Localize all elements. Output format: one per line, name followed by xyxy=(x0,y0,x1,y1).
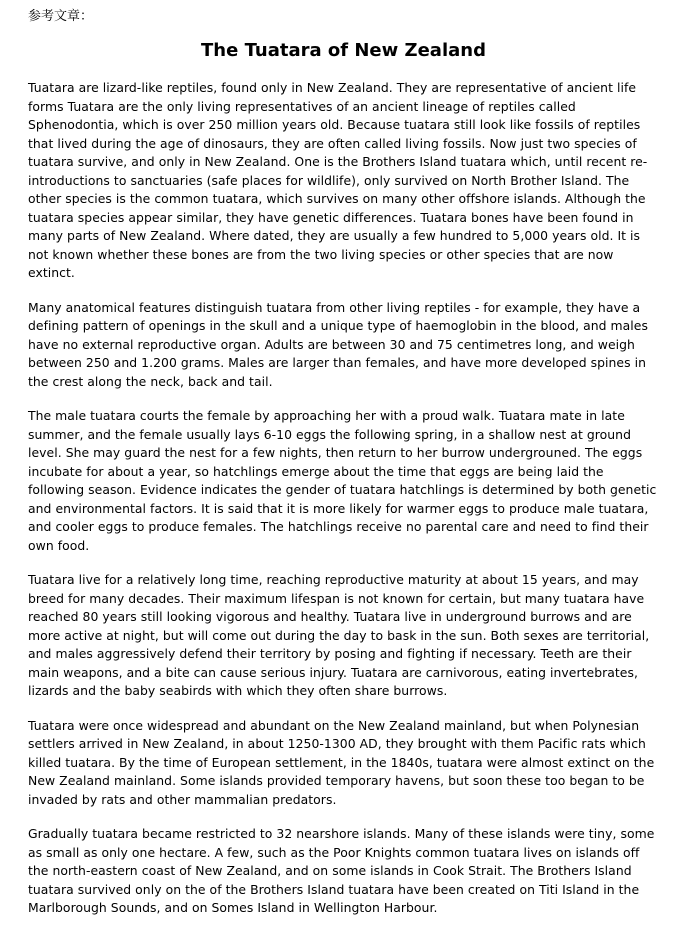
reference-article-label: 参考文章： xyxy=(28,9,94,24)
paragraph: The male tuatara courts the female by approaching her with a proud walk. Tuatara mate in late summer, and the female usually lays 6-10 eggs the following spring, in a shallow nest at ground level. She may guard the nest for a few nights, then return to her burrow undergrouned. The eggs incubate for about a year, so hatchlings emerge about the time that eggs are being laid the following season. Evidence indicates the gender of tuatara hatchlings is determined by both genetic and environmental factors. It is said that it is more likely for warmer eggs to produce male tuatara, and cooler eggs to produce females. The hatchlings receive no parental care and need to find their own food. xyxy=(28,408,657,553)
paragraph: Gradually tuatara became restricted to 32 nearshore islands. Many of these islands were tiny, some as small as only one hectare. A few, such as the Poor Knights common tuatara lives on islands off the north-eastern coast of New Zealand, and on some islands in Cook Strait. The Brothers Island tuatara survived only on the of the Brothers Island tuatara have been created on Titi Island in the Marlborough Sounds, and on Somes Island in Wellington Harbour. xyxy=(28,826,655,915)
paragraph: Tuatara were once widespread and abundant on the New Zealand mainland, but when Polynesian settlers arrived in New Zealand, in about 1250-1300 AD, they brought with them Pacific rats which killed tuatara. By the time of European settlement, in the 1840s, tuatara were almost extinct on the New Zealand mainland. Some islands provided temporary havens, but soon these too began to be invaded by rats and other mammalian predators. xyxy=(28,717,655,807)
page-title: The Tuatara of New Zealand xyxy=(201,40,486,61)
paragraph: Tuatara are lizard-like reptiles, found only in New Zealand. They are representative of ancient life forms Tuatara are the only living representatives of an ancient lineage of reptiles called Sphenodontia, which is over 250 million years old. Because tuatara still look like fossils of reptiles that lived during the age of dinosaurs, they are often called living fossils. Now just two species of tuatara survive, and only in New Zealand. One is the Brothers Island tuatara which, until recent re-introductions to sanctuaries (safe places for wildlife), only survived on North Brother Island. The other species is the common tuatara, which survives on many other offshore islands. Although the tuatara species appear similar, they have genetic differences. Tuatara bones have been found in many parts of New Zealand. Where dated, they are usually a few hundred to 5,000 years old. It is not known whether these bones are from the two living species or other species that are now extinct. xyxy=(28,80,648,280)
paragraph: Many anatomical features distinguish tuatara from other living reptiles - for example, they have a defining pattern of openings in the skull and a unique type of haemoglobin in the blood, and males have no external reproductive organ. Adults are between 30 and 75 centimetres long, and weigh between 250 and 1.200 grams. Males are larger than females, and have more developed spines in the crest along the neck, back and tail. xyxy=(28,299,648,389)
paragraph: Tuatara live for a relatively long time, reaching reproductive maturity at about 15 years, and may breed for many decades. Their maximum lifespan is not known for certain, but many tuatara have reached 80 years still looking vigorous and healthy. Tuatara live in underground burrows and are more active at night, but will come out during the day to bask in the sun. Both sexes are territorial, and males aggressively defend their territory by posing and fighting if necessary. Teeth are their main weapons, and a bite can cause serious injury. Tuatara are carnivorous, eating invertebrates, lizards and the baby seabirds with which they often share burrows. xyxy=(28,572,650,698)
article-body xyxy=(28,79,659,918)
